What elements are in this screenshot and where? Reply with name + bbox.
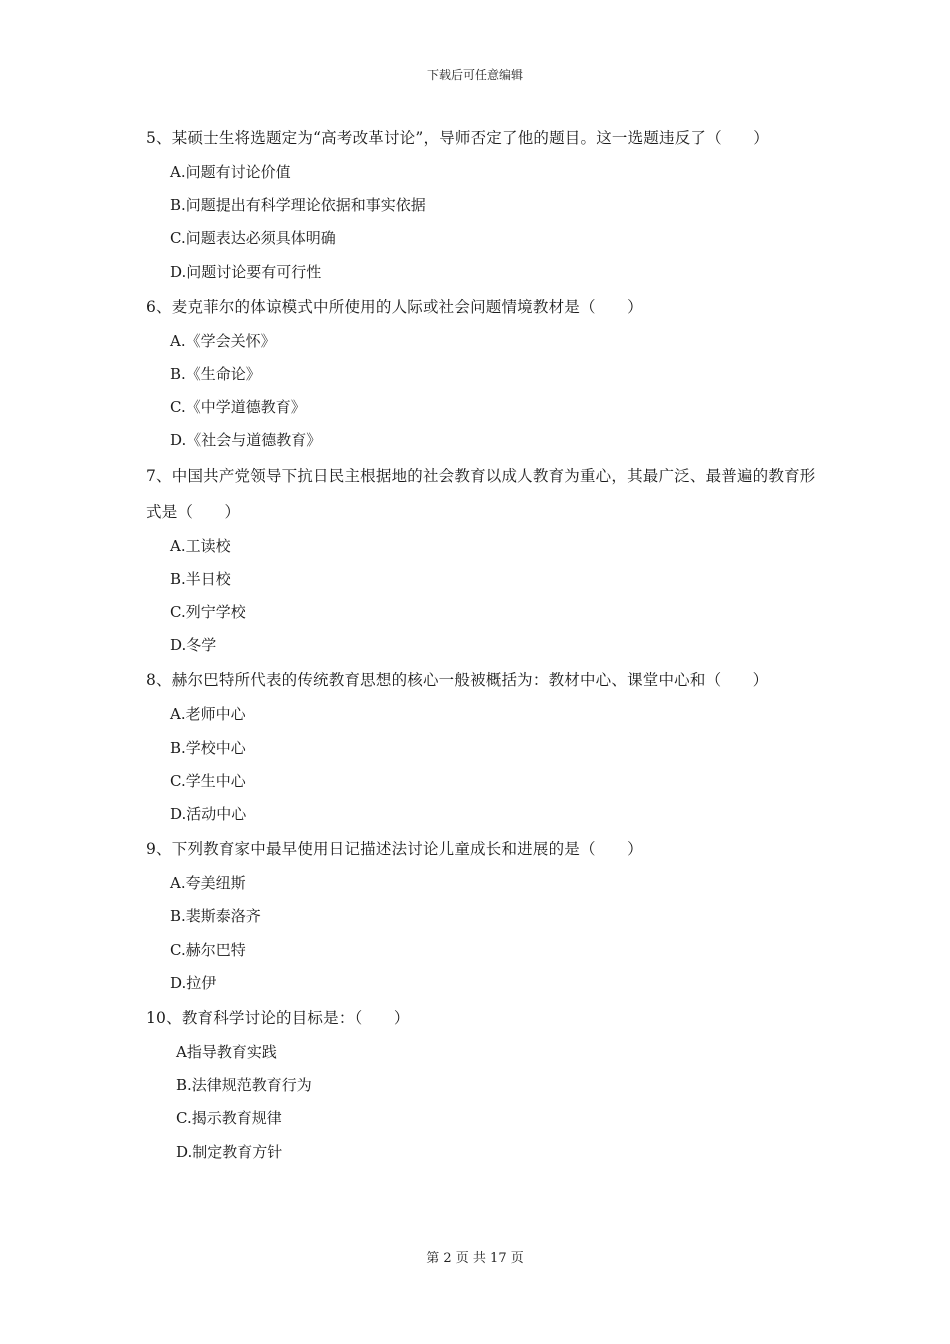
option-a: A.老师中心	[170, 705, 246, 724]
option-d: D.活动中心	[170, 805, 247, 824]
question-stem: 5、某硕士生将选题定为“高考改革讨论”，导师否定了他的题目。这一选题违反了（ ）	[146, 129, 769, 147]
option-c: C.列宁学校	[170, 603, 246, 622]
option-b: B.裴斯泰洛齐	[170, 907, 261, 926]
option-b: B.法律规范教育行为	[176, 1076, 312, 1095]
option-a: A.夸美纽斯	[170, 874, 246, 893]
option-d: D.《社会与道德教育》	[170, 431, 322, 450]
option-c: C.赫尔巴特	[170, 940, 246, 959]
option-d: D.拉伊	[170, 973, 217, 992]
question-stem: 10、教育科学讨论的目标是：（ ）	[146, 1009, 410, 1028]
question-stem: 6、麦克菲尔的体谅模式中所使用的人际或社会问题情境教材是（ ）	[146, 297, 643, 316]
option-b: B.《生命论》	[170, 365, 261, 384]
question-list	[146, 120, 816, 1169]
option-d: D.制定教育方针	[176, 1142, 283, 1161]
question-stem: 7、中国共产党领导下抗日民主根据地的社会教育以成人教育为重心，其最广泛、最普遍的教育形式是（ ）	[146, 466, 816, 521]
option-b: B.半日校	[170, 569, 231, 588]
option-c: C.学生中心	[170, 771, 246, 790]
option-b: B.学校中心	[170, 738, 246, 757]
question-9	[146, 831, 816, 1000]
option-c: C.《中学道德教育》	[170, 398, 306, 417]
question-10	[146, 1000, 816, 1169]
option-d: D.冬学	[170, 636, 217, 655]
option-a: A.工读校	[170, 536, 231, 555]
option-c: C.问题表达必须具体明确	[170, 229, 336, 248]
option-c: C.揭示教育规律	[176, 1109, 282, 1128]
option-a: A指导教育实践	[176, 1043, 277, 1062]
page-header: 下载后可任意编辑	[426, 68, 523, 82]
question-6	[146, 289, 816, 458]
page-footer: 第 2 页 共 17 页	[426, 1251, 524, 1266]
question-7	[146, 458, 816, 663]
option-b: B.问题提出有科学理论依据和事实依据	[170, 196, 426, 215]
option-a: A.问题有讨论价值	[170, 163, 291, 181]
option-a: A.《学会关怀》	[170, 331, 276, 350]
question-5	[146, 120, 816, 289]
option-d: D.问题讨论要有可行性	[170, 262, 322, 281]
question-stem: 9、下列教育家中最早使用日记描述法讨论儿童成长和进展的是（ ）	[146, 840, 643, 859]
question-stem: 8、赫尔巴特所代表的传统教育思想的核心一般被概括为：教材中心、课堂中心和（ ）	[146, 671, 769, 690]
question-8	[146, 662, 816, 831]
